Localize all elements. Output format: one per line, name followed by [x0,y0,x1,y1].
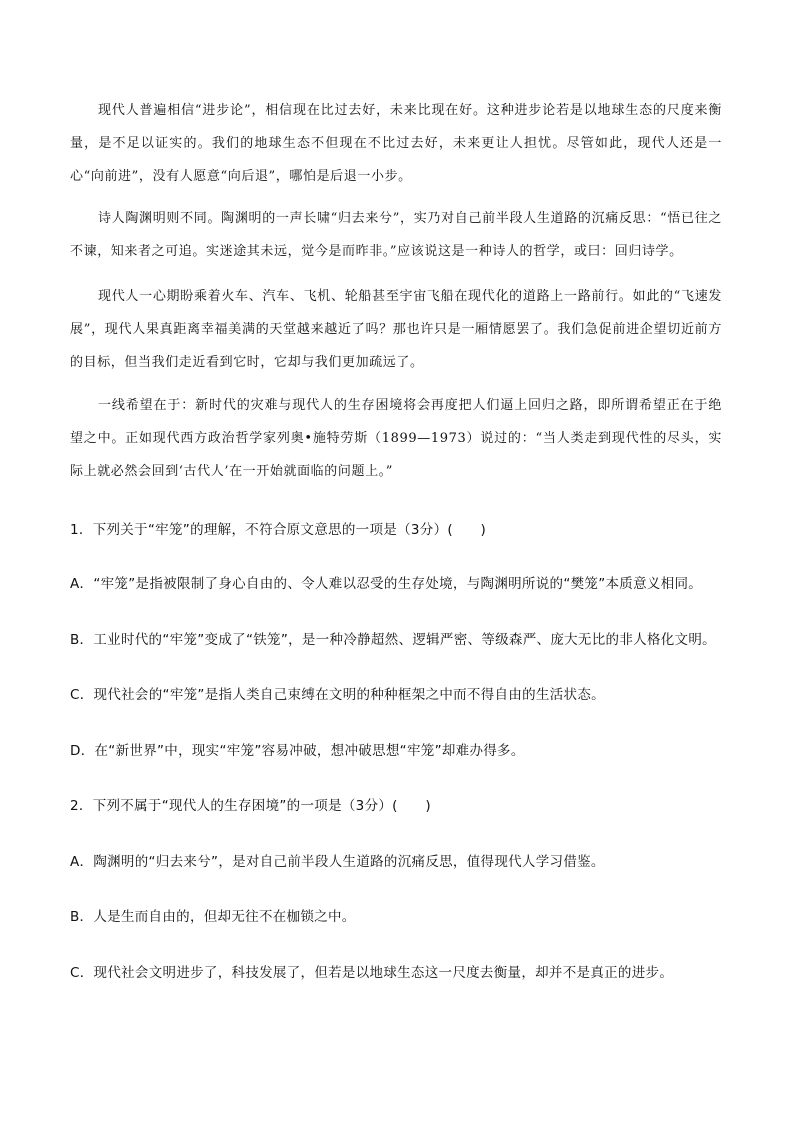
question-2-option-c: C．现代社会文明进步了，科技发展了，但若是以地球生态这一尺度去衡量，却并不是真正的进步。 [70,965,674,981]
question-1-option-c: C．现代社会的“牢笼”是指人类自己束缚在文明的种种框架之中而不得自由的生活状态。 [70,687,605,703]
question-1-option-b: B．工业时代的“牢笼”变成了“铁笼”，是一种冷静超然、逻辑严密、等级森严、庞大无比的非人格化文明。 [70,632,716,648]
passage-paragraph-4: 一线希望在于：新时代的灾难与现代人的生存困境将会再度把人们逼上回归之路，即所谓希望正在于绝望之中。正如现代西方政治哲学家列奥•施特劳斯（1899—1973）说过的：“当人类走到现代性的尽头，实际上就必然会回到‘古代人’在一开始就面临的问题上。” [70,398,722,479]
question-1-option-a: A．“牢笼”是指被限制了身心自由的、令人难以忍受的生存处境，与陶渊明所说的“樊笼”本质意义相同。 [70,576,703,592]
passage-paragraph-3: 现代人一心期盼乘着火车、汽车、飞机、轮船甚至宇宙飞船在现代化的道路上一路前行。如此的“飞速发展”，现代人果真距离幸福美满的天堂越来越近了吗？那也许只是一厢情愿罢了。我们急促前进企望切近前方的目标，但当我们走近看到它时，它却与我们更加疏远了。 [70,289,722,370]
question-2-option-a: A．陶渊明的“归去来兮”，是对自己前半段人生道路的沉痛反思，值得现代人学习借鉴。 [70,854,605,870]
passage-paragraph-2: 诗人陶渊明则不同。陶渊明的一声长啸“归去来兮”，实乃对自己前半段人生道路的沉痛反思：“悟已往之不谏，知来者之可追。实迷途其未远，觉今是而昨非。”应该说这是一种诗人的哲学，或曰：回归诗学。 [70,211,722,259]
question-1-option-d: D．在“新世界”中，现实“牢笼”容易冲破，想冲破思想“牢笼”却难办得多。 [70,743,525,759]
passage-paragraph-1: 现代人普遍相信“进步论”，相信现在比过去好，未来比现在好。这种进步论若是以地球生态的尺度来衡量，是不足以证实的。我们的地球生态不但现在不比过去好，未来更让人担忧。尽管如此，现代人还是一心“向前进”，没有人愿意“向后退”，哪怕是后退一小步。 [70,103,722,184]
question-1-stem: 1．下列关于“牢笼”的理解，不符合原文意思的一项是（3分）( ) [70,522,487,538]
question-2-stem: 2．下列不属于“现代人的生存困境”的一项是（3分）( ) [70,798,431,814]
question-2-option-b: B．人是生而自由的，但却无往不在枷锁之中。 [70,909,356,925]
